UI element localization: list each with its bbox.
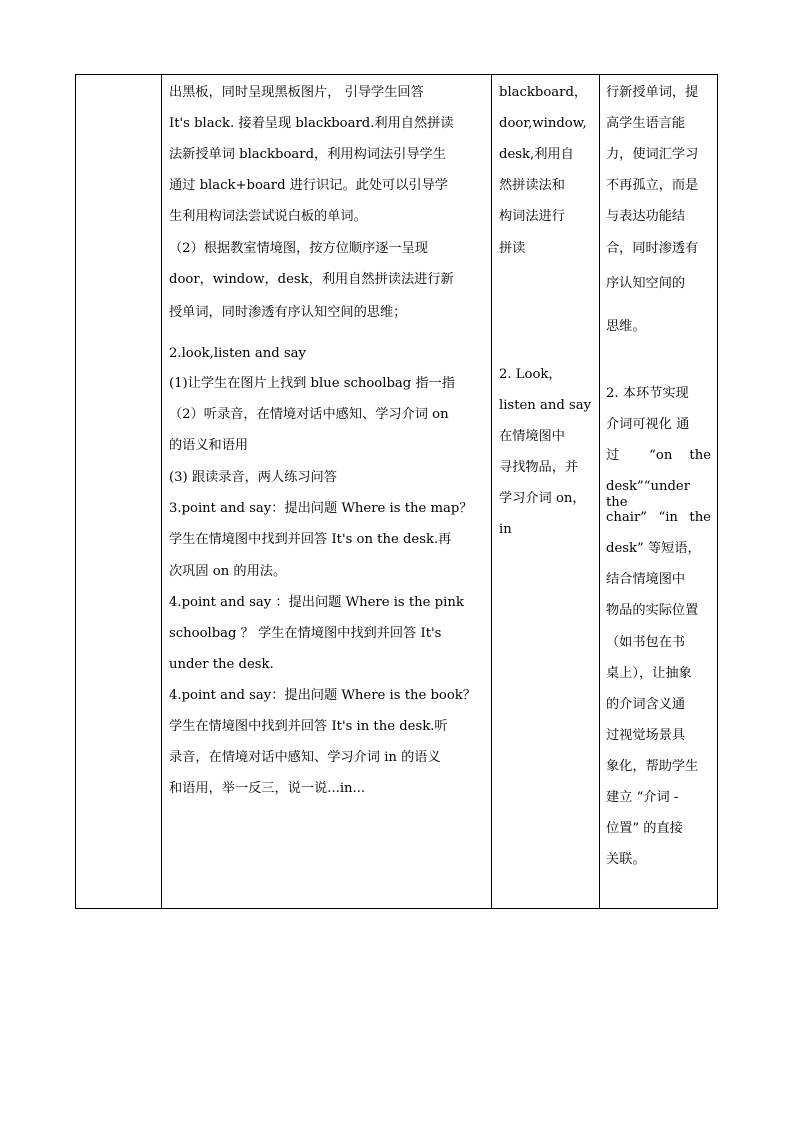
activity-line: desk,利用自 [499,147,574,162]
activity-line: 寻找物品，并 [499,460,579,475]
purpose-line: 的介词含义通 [606,697,686,712]
purpose-line: 高学生语言能 [606,116,686,131]
steps-line: schoolbag ？ 学生在情境图中找到并回答 It's [169,626,442,641]
purpose-line: chair” “in the [606,510,711,525]
steps-line: door，window，desk，利用自然拼读法进行新 [169,272,454,287]
teaching-steps-cell [162,75,491,908]
activity-line: 拼读 [499,241,526,256]
activity-line: 在情境图中 [499,429,565,444]
purpose-line: 不再孤立，而是 [606,178,699,193]
steps-line: 的语义和语用 [169,438,249,453]
purpose-line: 介词可视化 通 [606,417,690,432]
purpose-line: 桌上），让抽象 [606,666,692,681]
activity-line: listen and say [499,398,592,413]
steps-line: 3.point and say：提出问题 Where is the map？ [169,501,473,516]
steps-line: 2.look,listen and say [169,346,306,361]
steps-line: 4.point and say：提出问题 Where is the book？ [169,688,476,703]
purpose-line: desk”“under the [606,479,691,510]
purpose-line: 象化，帮助学生 [606,759,699,774]
purpose-line: 关联。 [606,852,646,867]
steps-line: It's black. 接着呈现 blackboard.利用自然拼读 [169,116,454,131]
purpose-line: 合，同时渗透有 [606,241,699,256]
steps-line: 学生在情境图中找到并回答 It's in the desk.听 [169,719,448,734]
activity-line: blackboard， [499,85,588,100]
activity-line: 构词法进行 [499,209,565,224]
steps-line: 学生在情境图中找到并回答 It's on the desk.再 [169,532,452,547]
steps-line: 4.point and say ：提出问题 Where is the pink [169,595,464,610]
activity-line: 然拼读法和 [499,178,565,193]
steps-line: 授单词，同时渗透有序认知空间的思维； [169,305,407,320]
steps-line: 和语用，举一反三，说一说...in... [169,781,366,796]
stage-cell [76,75,161,908]
steps-line: 出黑板，同时呈现黑板图片， 引导学生回答 [169,85,424,100]
steps-line: （2）听录音，在情境对话中感知、学习介词 on [169,407,449,422]
steps-line: under the desk. [169,657,274,672]
steps-line: (1)让学生在图片上找到 blue schoolbag 指一指 [169,376,455,391]
activity-line: 2. Look， [499,367,562,382]
steps-line: (3) 跟读录音，两人练习问答 [169,470,337,485]
purpose-line: （如书包在书 [606,635,686,650]
activity-line: in [499,522,512,537]
purpose-line: 过 “on the [606,448,711,463]
purpose-line: 行新授单词，提 [606,85,699,100]
purpose-line: 结合情境图中 [606,572,686,587]
activity-line: door,window, [499,116,587,131]
steps-line: 录音，在情境对话中感知、学习介词 in 的语义 [169,750,441,765]
purpose-line: 位置” 的直接 [606,821,683,836]
purpose-line: 2. 本环节实现 [606,386,689,401]
purpose-line: 物品的实际位置 [606,603,699,618]
purpose-line: 思维。 [606,319,646,334]
steps-line: 次巩固 on 的用法。 [169,564,287,579]
purpose-line: 序认知空间的 [606,276,686,291]
purpose-line: 力，使词汇学习 [606,147,699,162]
purpose-line: desk” 等短语， [606,541,701,556]
design-purpose-cell [600,75,717,908]
activity-line: 学习介词 on， [499,491,586,506]
purpose-line: 建立 “介词 - [606,790,679,805]
student-activity-cell [492,75,599,908]
lesson-table [75,74,718,909]
steps-line: 通过 black+board 进行识记。此处可以引导学 [169,178,448,193]
purpose-line: 过视觉场景具 [606,728,686,743]
steps-line: （2）根据教室情境图，按方位顺序逐一呈现 [169,241,428,256]
steps-line: 生利用构词法尝试说白板的单词。 [169,209,367,224]
purpose-line: 与表达功能结 [606,209,686,224]
steps-line: 法新授单词 blackboard，利用构词法引导学生 [169,147,446,162]
